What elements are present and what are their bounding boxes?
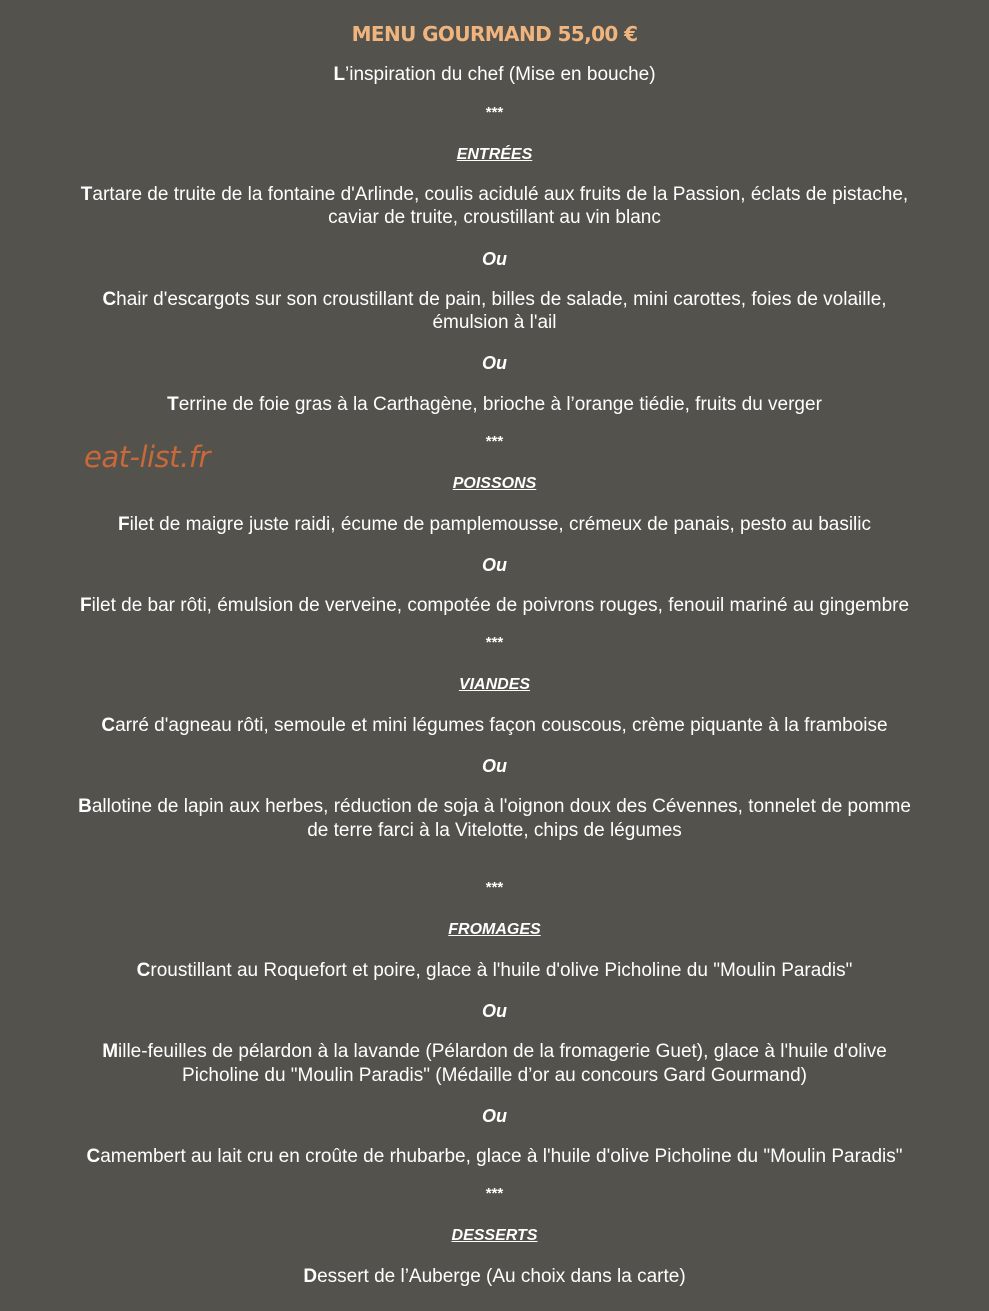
entree-dish-2-line-2: émulsion à l'ail [432, 312, 557, 333]
or-label: Ou [482, 756, 507, 776]
poisson-dish-2-line-1: Filet de bar rôti, émulsion de verveine, compotée de poivrons rouges, fenouil mariné au gingembre [79, 595, 910, 616]
or-label: Ou [482, 1001, 507, 1021]
section-title-desserts: DESSERTS [451, 1227, 538, 1244]
section-title-entrees: ENTRÉES [456, 146, 533, 163]
or-label: Ou [482, 555, 507, 575]
separator: *** [485, 1185, 504, 1202]
or-label: Ou [482, 353, 507, 373]
separator: *** [485, 104, 504, 121]
watermark-logo: eat-list.fr [84, 440, 210, 474]
separator: *** [485, 634, 504, 651]
entree-dish-1-line-2: caviar de truite, croustillant au vin blanc [328, 207, 661, 228]
fromage-dish-2-line-2: Picholine du "Moulin Paradis" (Médaille d’or au concours Gard Gourmand) [182, 1065, 807, 1086]
separator: *** [485, 879, 504, 896]
fromage-dish-3-line-1: Camembert au lait cru en croûte de rhubarbe, glace à l'huile d'olive Picholine du "Moulin Paradis" [86, 1146, 903, 1167]
menu-intro: L’inspiration du chef (Mise en bouche) [333, 64, 656, 85]
menu-title: MENU GOURMAND 55,00 € [351, 22, 638, 46]
entree-dish-2-line-1: Chair d'escargots sur son croustillant de pain, billes de salade, mini carottes, foies de volaille, [102, 289, 887, 310]
entree-dish-3-line-1: Terrine de foie gras à la Carthagène, brioche à l’orange tiédie, fruits du verger [167, 394, 822, 415]
section-title-fromages: FROMAGES [448, 921, 541, 938]
section-title-poissons: POISSONS [452, 475, 537, 492]
poisson-dish-1-line-1: Filet de maigre juste raidi, écume de pamplemousse, crémeux de panais, pesto au basilic [118, 514, 871, 535]
fromage-dish-2-line-1: Mille-feuilles de pélardon à la lavande (Pélardon de la fromagerie Guet), glace à l'huile d'olive [102, 1041, 887, 1062]
viande-dish-1-line-1: Carré d'agneau rôti, semoule et mini légumes façon couscous, crème piquante à la framboise [101, 715, 888, 736]
viande-dish-2-line-2: de terre farci à la Vitelotte, chips de légumes [307, 820, 682, 841]
separator: *** [485, 433, 504, 450]
viande-dish-2-line-1: Ballotine de lapin aux herbes, réduction de soja à l'oignon doux des Cévennes, tonnelet de pomme [78, 796, 911, 817]
dessert-dish-1-line-1: Dessert de l’Auberge (Au choix dans la carte) [303, 1266, 686, 1287]
entree-dish-1-line-1: Tartare de truite de la fontaine d'Arlinde, coulis acidulé aux fruits de la Passion, éclats de pistache, [80, 184, 909, 205]
section-title-viandes: VIANDES [458, 676, 531, 693]
or-label: Ou [482, 1106, 507, 1126]
or-label: Ou [482, 249, 507, 269]
fromage-dish-1-line-1: Croustillant au Roquefort et poire, glace à l'huile d'olive Picholine du "Moulin Paradis" [136, 960, 853, 981]
